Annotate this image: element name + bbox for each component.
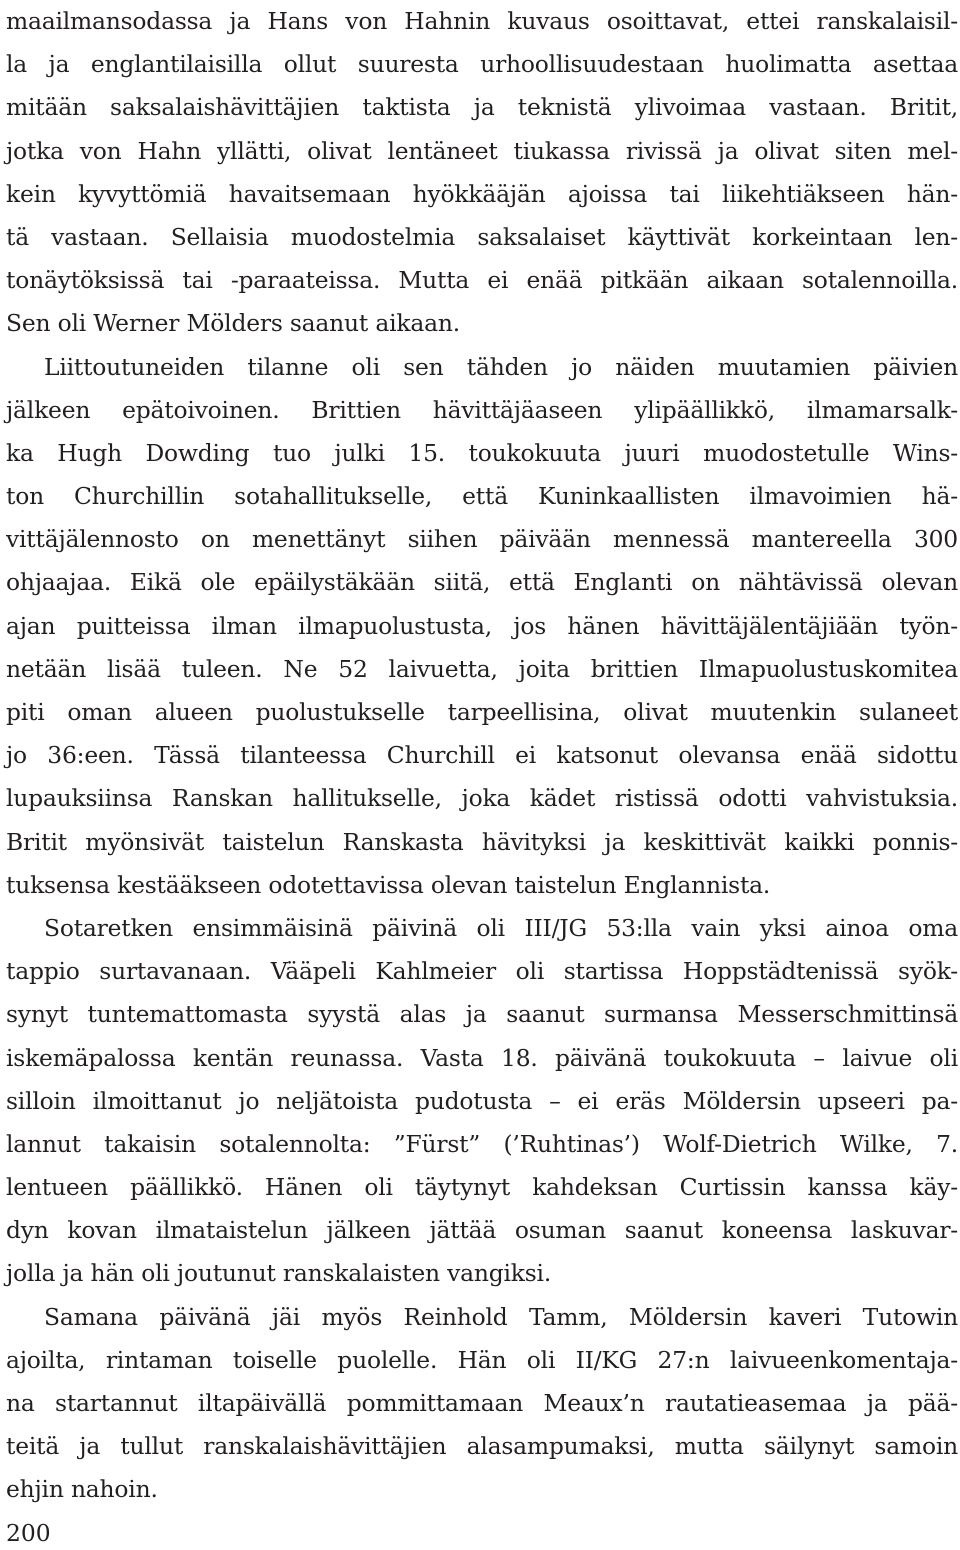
paragraph — [6, 0, 958, 346]
text-line: ajan puitteissa ilman ilmapuolustusta, jos hänen hävittäjälentäjiään työn- — [6, 611, 958, 640]
body-text — [6, 0, 958, 1512]
text-line: ton Churchillin sotahallitukselle, että Kuninkaallisten ilmavoimien hä- — [6, 482, 958, 511]
text-line: ehjin nahoin. — [6, 1475, 158, 1504]
paragraph — [6, 1296, 958, 1512]
text-line: netään lisää tuleen. Ne 52 laivuetta, joita brittien Ilmapuolustuskomitea — [6, 654, 958, 683]
text-line: dyn kovan ilmataistelun jälkeen jättää osuman saanut koneensa laskuvar- — [6, 1216, 958, 1245]
text-line: ohjaajaa. Eikä ole epäilystäkään siitä, että Englanti on nähtävissä olevan — [6, 568, 958, 597]
text-line: synyt tuntemattomasta syystä alas ja saanut surmansa Messerschmittinsä — [6, 1000, 958, 1029]
text-line: jo 36:een. Tässä tilanteessa Churchill ei katsonut olevansa enää sidottu — [6, 741, 958, 770]
text-line: Samana päivänä jäi myös Reinhold Tamm, Möldersin kaveri Tutowin — [44, 1302, 958, 1331]
text-line: kein kyvyttömiä havaitsemaan hyökkääjän ajoissa tai liikehtiäkseen hän- — [6, 179, 958, 208]
text-line: tuksensa kestääkseen odotettavissa olevan taistelun Englannista. — [6, 870, 771, 899]
text-line: silloin ilmoittanut jo neljätoista pudotusta – ei eräs Möldersin upseeri pa- — [6, 1086, 958, 1115]
text-line: lannut takaisin sotalennolta: ”Fürst” (’Ruhtinas’) Wolf-Dietrich Wilke, 7. — [6, 1129, 958, 1158]
text-line: tä vastaan. Sellaisia muodostelmia saksalaiset käyttivät korkeintaan len- — [6, 222, 958, 251]
text-line: jälkeen epätoivoinen. Brittien hävittäjäaseen ylipäällikkö, ilmamarsalk- — [6, 395, 958, 424]
text-line: maailmansodassa ja Hans von Hahnin kuvaus osoittavat, ettei ranskalaisil- — [6, 7, 958, 35]
paragraph — [6, 907, 958, 1296]
page-number: 200 — [6, 1519, 51, 1547]
text-line: ka Hugh Dowding tuo julki 15. toukokuuta juuri muodostetulle Wins- — [6, 438, 958, 467]
text-line: Sen oli Werner Mölders saanut aikaan. — [6, 309, 460, 338]
text-line: Britit myönsivät taistelun Ranskasta hävityksi ja keskittivät kaikki ponnis- — [6, 827, 958, 856]
text-line: vittäjälennosto on menettänyt siihen päivään mennessä mantereella 300 — [6, 525, 958, 554]
text-line: la ja englantilaisilla ollut suuresta urhoollisuudestaan huolimatta asettaa — [6, 50, 958, 79]
text-line: ajoilta, rintaman toiselle puolelle. Hän oli II/KG 27:n laivueenkomentaja- — [6, 1345, 958, 1374]
text-line: Sotaretken ensimmäisinä päivinä oli III/JG 53:lla vain yksi ainoa oma — [44, 913, 958, 942]
text-line: piti oman alueen puolustukselle tarpeellisina, olivat muutenkin sulaneet — [6, 698, 958, 726]
text-line: teitä ja tullut ranskalaishävittäjien alasampumaksi, mutta säilynyt samoin — [6, 1432, 958, 1461]
text-line: tappio surtavanaan. Vääpeli Kahlmeier oli startissa Hoppstädtenissä syök- — [6, 957, 958, 986]
text-line: tonäytöksissä tai -paraateissa. Mutta ei enää pitkään aikaan sotalennoilla. — [6, 266, 958, 295]
text-line: na startannut iltapäivällä pommittamaan Meaux’n rautatieasemaa ja pää- — [6, 1389, 958, 1417]
text-line: mitään saksalaishävittäjien taktista ja teknistä ylivoimaa vastaan. Britit, — [6, 93, 958, 122]
text-line: jolla ja hän oli joutunut ranskalaisten vangiksi. — [6, 1259, 552, 1288]
paragraph — [6, 346, 958, 907]
text-line: lupauksiinsa Ranskan hallitukselle, joka kädet ristissä odotti vahvistuksia. — [6, 784, 958, 813]
text-line: lentueen päällikkö. Hänen oli täytynyt kahdeksan Curtissin kanssa käy- — [6, 1173, 958, 1202]
text-line: iskemäpalossa kentän reunassa. Vasta 18. päivänä toukokuuta – laivue oli — [6, 1043, 958, 1072]
text-line: Liittoutuneiden tilanne oli sen tähden jo näiden muutamien päivien — [44, 352, 958, 381]
text-line: jotka von Hahn yllätti, olivat lentäneet tiukassa rivissä ja olivat siten mel- — [6, 136, 958, 165]
